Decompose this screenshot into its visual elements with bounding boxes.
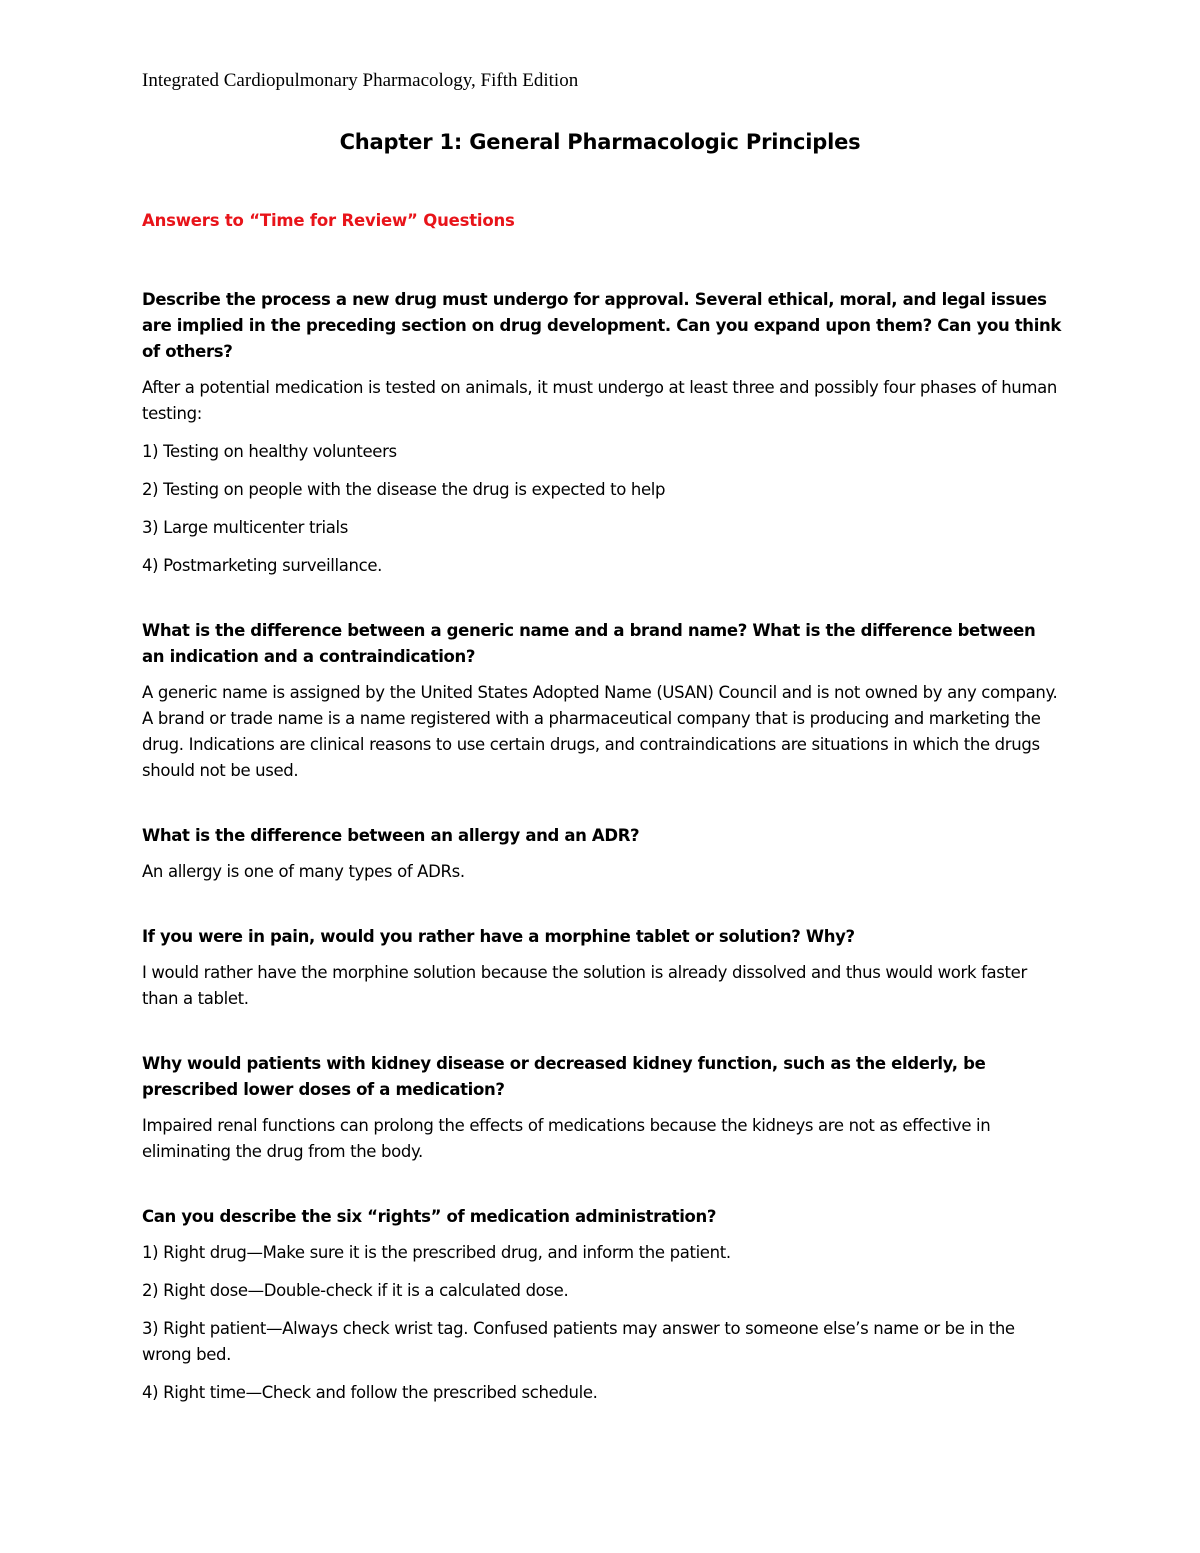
question-2: What is the difference between a generic name and a brand name? What is the difference between an indication and a contraindication? bbox=[142, 621, 1036, 666]
answer-2: A generic name is assigned by the United States Adopted Name (USAN) Council and is not owned by any company. A brand or trade name is a name registered with a pharmaceutical company that is producing and marketing the drug. Indications are clinical reasons to use certain drugs, and contraindications are situations in which the drugs should not be used. bbox=[142, 683, 1058, 780]
question-5: Why would patients with kidney disease or decreased kidney function, such as the elderly, be prescribed lower doses of a medication? bbox=[142, 1054, 986, 1099]
qa-content bbox=[142, 287, 1062, 1418]
answer-6-item-4: 4) Right time—Check and follow the prescribed schedule. bbox=[142, 1383, 598, 1402]
answer-1-item-2: 2) Testing on people with the disease the drug is expected to help bbox=[142, 480, 666, 499]
question-3: What is the difference between an allergy and an ADR? bbox=[142, 826, 640, 845]
answer-6-item-1: 1) Right drug—Make sure it is the prescribed drug, and inform the patient. bbox=[142, 1243, 731, 1262]
running-header: Integrated Cardiopulmonary Pharmacology, Fifth Edition bbox=[142, 70, 579, 91]
answer-1-intro: After a potential medication is tested on animals, it must undergo at least three and possibly four phases of human testing: bbox=[142, 378, 1058, 423]
answer-1-item-3: 3) Large multicenter trials bbox=[142, 518, 349, 537]
answer-6-item-3: 3) Right patient—Always check wrist tag. Confused patients may answer to someone else’s name or be in the wrong bed. bbox=[142, 1319, 1015, 1364]
chapter-title: Chapter 1: General Pharmacologic Principles bbox=[339, 130, 861, 154]
question-1: Describe the process a new drug must undergo for approval. Several ethical, moral, and legal issues are implied in the preceding section on drug development. Can you expand upon them? Can you think of others? bbox=[142, 290, 1062, 361]
answer-1-item-4: 4) Postmarketing surveillance. bbox=[142, 556, 383, 575]
answer-1-item-1: 1) Testing on healthy volunteers bbox=[142, 442, 397, 461]
answer-3: An allergy is one of many types of ADRs. bbox=[142, 862, 465, 881]
answer-5: Impaired renal functions can prolong the effects of medications because the kidneys are not as effective in eliminating the drug from the body. bbox=[142, 1116, 991, 1161]
answer-6-item-2: 2) Right dose—Double-check if it is a calculated dose. bbox=[142, 1281, 569, 1300]
question-6: Can you describe the six “rights” of medication administration? bbox=[142, 1207, 717, 1226]
answer-4: I would rather have the morphine solution because the solution is already dissolved and thus would work faster than a tablet. bbox=[142, 963, 1027, 1008]
section-heading: Answers to “Time for Review” Questions bbox=[142, 211, 515, 230]
question-4: If you were in pain, would you rather have a morphine tablet or solution? Why? bbox=[142, 927, 855, 946]
